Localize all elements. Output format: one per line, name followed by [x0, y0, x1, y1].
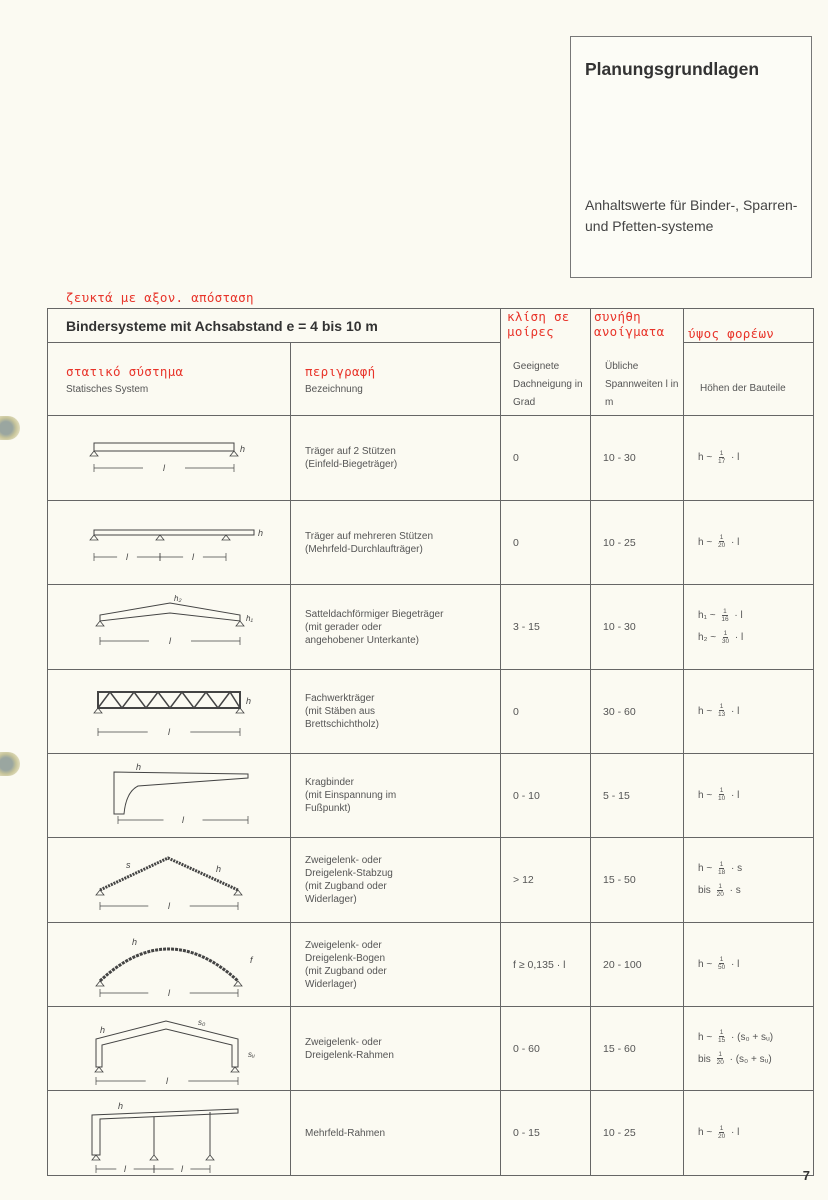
fraction: $\frac{1}{13}$: [717, 703, 726, 719]
fraction: $\frac{1}{16}$: [721, 607, 729, 623]
fraction: $\frac{1}{15}$: [717, 1029, 726, 1045]
svg-text:h: h: [246, 696, 252, 706]
table-row: [48, 754, 814, 838]
description-cell: [291, 838, 501, 923]
height-formula: h ~ $\frac{1}{13}$ · l: [698, 703, 740, 719]
span-cell: 15 - 60: [591, 1007, 684, 1091]
slope-cell: f ≥ 0,135 · l: [501, 923, 591, 1007]
svg-text:h: h: [216, 864, 222, 874]
span-cell: 10 - 25: [591, 1091, 684, 1176]
fraction: $\frac{1}{20}$: [717, 1124, 726, 1140]
height-cell: [684, 754, 814, 838]
description-line: Fachwerkträger: [305, 693, 375, 704]
span-label: l: [182, 815, 184, 825]
static-system-diagram-simple-beam: [48, 416, 290, 500]
binder-hole-bottom: [0, 752, 20, 776]
strut-frame-diagram-icon: [48, 838, 291, 922]
description-cell: [291, 670, 501, 754]
height-cell: [684, 923, 814, 1007]
table-row: [48, 838, 814, 923]
slope-cell: 0: [501, 416, 591, 501]
description-line: (Einfeld-Biegeträger): [305, 459, 398, 470]
table-row: [48, 416, 814, 501]
fraction: $\frac{1}{18}$: [717, 860, 726, 876]
table-row: [48, 923, 814, 1007]
description-line: angehobener Unterkante): [305, 634, 419, 646]
header-description: Bezeichnung: [305, 383, 363, 395]
slope-cell: 0 - 10: [501, 754, 591, 838]
span-label: l: [168, 901, 170, 911]
static-system-diagram-cantilever: [48, 754, 290, 837]
span-label: l: [126, 552, 128, 562]
span-cell: 10 - 25: [591, 501, 684, 585]
truss-diagram-icon: [48, 670, 291, 753]
span-label: l: [168, 988, 170, 998]
description-cell: [291, 416, 501, 501]
simple-beam-diagram-icon: [48, 416, 291, 500]
header-system: Statisches System: [66, 383, 149, 395]
multi-span-frame-diagram-icon: [48, 1091, 291, 1175]
height-formula: h ~ $\frac{1}{50}$ · l: [698, 956, 740, 972]
static-system-diagram-arch: [48, 923, 290, 1006]
static-system-diagram-strut-frame: [48, 838, 290, 922]
binder-systems-table: [47, 308, 814, 1176]
greek-header-span: συνήθη ανοίγματα: [594, 309, 665, 339]
height-formula: h₁ ~ $\frac{1}{16}$ · l: [698, 607, 743, 623]
header-slope: Geeignete Dachneigung in Grad: [513, 360, 583, 408]
description-line: Widerlager): [305, 894, 357, 905]
height-formula: h ~ $\frac{1}{20}$ · l: [698, 1124, 740, 1140]
description-line: (mit Zugband oder: [305, 881, 387, 892]
svg-text:s₀: s₀: [198, 1018, 206, 1027]
slope-cell: 0 - 15: [501, 1091, 591, 1176]
description-cell: [291, 1007, 501, 1091]
description-line: Satteldachförmiger Biegeträger: [305, 608, 444, 620]
description-line: Zweigelenk- oder: [305, 855, 382, 866]
description-cell: [291, 1091, 501, 1176]
description-line: Zweigelenk- oder: [305, 939, 382, 951]
description-line: (mit Zugband oder: [305, 965, 387, 977]
cantilever-diagram-icon: [48, 754, 291, 837]
description-line: Träger auf mehreren Stützen: [305, 530, 434, 542]
arch-diagram-icon: [48, 923, 291, 1006]
span-cell: 15 - 50: [591, 838, 684, 923]
fraction: $\frac{1}{50}$: [717, 956, 726, 972]
description-line: (Mehrfeld-Durchlaufträger): [305, 543, 423, 555]
table-row: [48, 1091, 814, 1176]
height-cell: [684, 670, 814, 754]
description-line: Fußpunkt): [305, 803, 351, 814]
span-label: l: [168, 727, 170, 737]
span-label: l: [181, 1164, 183, 1174]
svg-text:h: h: [100, 1025, 106, 1035]
fraction: $\frac{1}{20}$: [717, 534, 726, 550]
slope-cell: > 12: [501, 838, 591, 923]
span-cell: 10 - 30: [591, 585, 684, 670]
span-cell: 30 - 60: [591, 670, 684, 754]
svg-text:h₁: h₁: [246, 614, 253, 623]
fraction: $\frac{1}{17}$: [717, 449, 726, 465]
fraction: $\frac{1}{10}$: [717, 787, 726, 803]
description-line: (mit Einspannung im: [305, 790, 397, 801]
height-formula: h ~ $\frac{1}{18}$ · s: [698, 860, 743, 876]
description-line: Brettschichtholz): [305, 719, 379, 730]
description-line: Dreigelenk-Rahmen: [305, 1049, 394, 1061]
table-caption-row: [48, 309, 814, 343]
fraction: $\frac{1}{20}$: [716, 882, 724, 898]
static-system-diagram-multi-span-frame: [48, 1091, 290, 1175]
span-cell: 20 - 100: [591, 923, 684, 1007]
height-formula: bis $\frac{1}{20}$ · (s₀ + sᵤ): [698, 1051, 772, 1067]
greek-header-system: στατικό σύστημα: [66, 363, 184, 379]
description-line: Mehrfeld-Rahmen: [305, 1127, 386, 1139]
height-formula: h ~ $\frac{1}{20}$ · l: [698, 534, 740, 550]
height-cell: [684, 1091, 814, 1176]
svg-text:s: s: [126, 860, 131, 870]
greek-header-slope: κλίση σε μοίρες: [507, 309, 570, 339]
height-formula: h ~ $\frac{1}{17}$ · l: [698, 449, 740, 465]
height-cell: [684, 1007, 814, 1091]
height-formula: h ~ $\frac{1}{10}$ · l: [698, 787, 740, 803]
greek-header-description: περιγραφή: [305, 363, 376, 379]
span-cell: 5 - 15: [591, 754, 684, 838]
height-cell: [684, 838, 814, 923]
description-line: Zweigelenk- oder: [305, 1036, 382, 1048]
table-row: [48, 1007, 814, 1091]
static-system-diagram-truss: [48, 670, 290, 753]
height-cell: [684, 501, 814, 585]
table-row: [48, 501, 814, 585]
svg-text:sᵤ: sᵤ: [248, 1050, 255, 1059]
static-system-diagram-continuous-beam: [48, 501, 290, 584]
svg-text:h₂: h₂: [174, 594, 182, 603]
description-cell: [291, 501, 501, 585]
title-box: [570, 36, 812, 278]
continuous-beam-diagram-icon: [48, 501, 291, 584]
slope-cell: 0: [501, 670, 591, 754]
page-title: Planungsgrundlagen: [585, 59, 760, 79]
description-cell: [291, 585, 501, 670]
span-label: l: [169, 636, 171, 646]
portal-frame-diagram-icon: [48, 1007, 291, 1090]
slope-cell: 0 - 60: [501, 1007, 591, 1091]
slope-cell: 0: [501, 501, 591, 585]
height-formula: bis $\frac{1}{20}$ · s: [698, 882, 741, 898]
span-label: l: [124, 1164, 126, 1174]
static-system-diagram-pitched-beam: [48, 585, 290, 669]
description-line: Dreigelenk-Bogen: [305, 952, 386, 964]
description-line: Dreigelenk-Stabzug: [305, 868, 393, 879]
table-row: [48, 670, 814, 754]
svg-text:h: h: [240, 444, 246, 454]
svg-text:h: h: [258, 528, 264, 538]
greek-header-height: ύψος φορέων: [688, 326, 775, 341]
svg-text:h: h: [132, 937, 138, 947]
slope-cell: 3 - 15: [501, 585, 591, 670]
svg-text:h: h: [136, 762, 142, 772]
description-cell: [291, 923, 501, 1007]
static-system-diagram-portal-frame: [48, 1007, 290, 1090]
fraction: $\frac{1}{30}$: [721, 629, 730, 645]
pitched-beam-diagram-icon: [48, 585, 291, 669]
binder-hole-top: [0, 416, 20, 440]
height-formula: h ~ $\frac{1}{15}$ · (s₀ + sᵤ): [698, 1029, 774, 1045]
page-subtitle: Anhaltswerte für Binder-, Sparren- und Pfetten-systeme: [585, 197, 798, 234]
span-label: l: [192, 552, 194, 562]
greek-annotation-caption: ζευκτά με αξον. απόσταση: [66, 290, 254, 305]
span-label: l: [163, 463, 165, 473]
fraction: $\frac{1}{20}$: [716, 1051, 724, 1067]
description-line: Träger auf 2 Stützen: [305, 446, 396, 457]
column-header-row: [48, 343, 814, 416]
height-cell: [684, 416, 814, 501]
description-line: (mit gerader oder: [305, 621, 382, 633]
description-line: (mit Stäben aus: [305, 706, 376, 717]
span-label: l: [166, 1076, 168, 1086]
description-cell: [291, 754, 501, 838]
description-line: Widerlager): [305, 978, 357, 990]
table-caption: Bindersysteme mit Achsabstand e = 4 bis 10 m: [48, 309, 501, 343]
height-cell: [684, 585, 814, 670]
description-line: Kragbinder: [305, 777, 354, 788]
page-number: 7: [802, 1168, 810, 1183]
svg-text:f: f: [250, 955, 253, 965]
height-formula: h₂ ~ $\frac{1}{30}$ · l: [698, 629, 744, 645]
span-cell: 10 - 30: [591, 416, 684, 501]
header-span: Übliche Spannweiten l in m: [605, 360, 679, 408]
header-height: Höhen der Bauteile: [700, 383, 786, 394]
table-row: [48, 585, 814, 670]
svg-text:h: h: [118, 1101, 124, 1111]
